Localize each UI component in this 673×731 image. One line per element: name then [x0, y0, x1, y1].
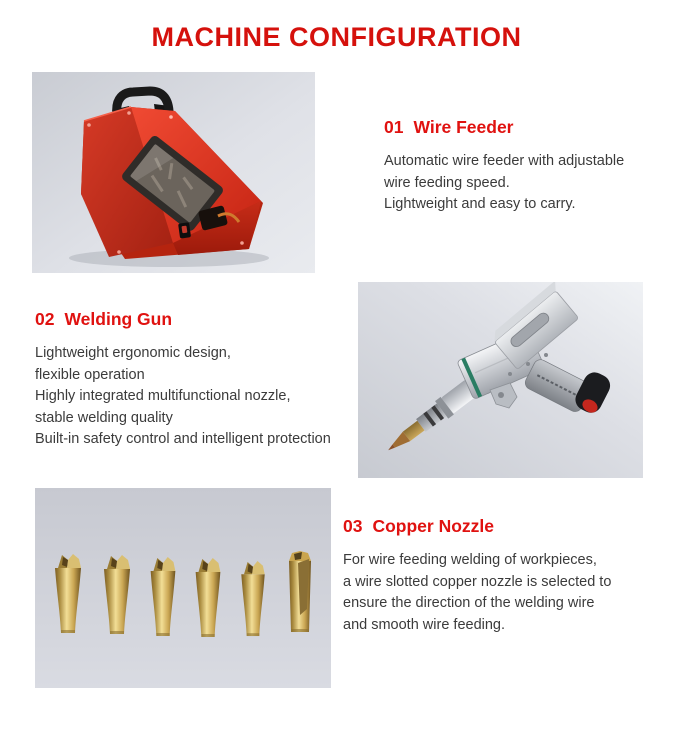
- section-copper-nozzle: [343, 516, 658, 636]
- section-wire-feeder: [384, 117, 659, 216]
- description-line: Lightweight ergonomic design,: [35, 345, 231, 361]
- description-line: flexible operation: [35, 366, 145, 383]
- copper-nozzle-image: [35, 488, 331, 688]
- wire-feeder-image: [32, 72, 315, 273]
- description-line: Automatic wire feeder with adjustable: [384, 153, 625, 169]
- section-name: Wire Feeder: [413, 117, 514, 137]
- section-welding-gun: [35, 309, 365, 451]
- description-line: ensure the direction of the welding wire: [343, 595, 595, 611]
- section-title-copper-nozzle: [343, 516, 658, 537]
- description-line: and smooth wire feeding.: [343, 616, 506, 633]
- page-title: MACHINE CONFIGURATION: [151, 22, 522, 52]
- description-line: stable welding quality: [35, 409, 173, 426]
- section-title-welding-gun: [35, 309, 365, 330]
- description-line: Highly integrated multifunctional nozzle,: [35, 388, 291, 404]
- welding-gun-illustration: [358, 282, 643, 478]
- section-title-wire-feeder: [384, 117, 659, 138]
- section-name: Copper Nozzle: [372, 516, 495, 536]
- section-number: 01: [384, 117, 404, 137]
- section-number: 02: [35, 309, 55, 329]
- section-name: Welding Gun: [64, 309, 173, 329]
- description-line: Lightweight and easy to carry.: [384, 196, 576, 212]
- description-line: Built-in safety control and intelligent protection: [35, 431, 331, 447]
- description-line: For wire feeding welding of workpieces,: [343, 552, 597, 568]
- description-line: a wire slotted copper nozzle is selected to: [343, 573, 612, 590]
- welding-gun-image: [358, 282, 643, 478]
- copper-nozzle-illustration: [35, 488, 331, 688]
- section-number: 03: [343, 516, 363, 536]
- wire-feeder-illustration: [32, 72, 315, 273]
- description-line: wire feeding speed.: [384, 174, 510, 191]
